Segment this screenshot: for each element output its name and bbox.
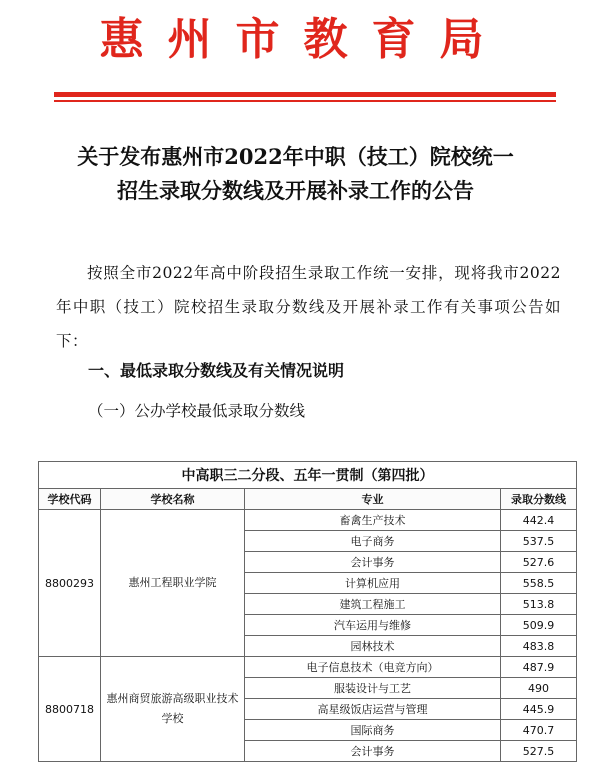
major-name: 电子信息技术（电竞方向） <box>245 657 501 678</box>
table-caption: 中高职三二分段、五年一贯制（第四批） <box>39 462 577 489</box>
header-rule-thick <box>54 92 556 97</box>
major-name: 电子商务 <box>245 531 501 552</box>
min-score: 527.5 <box>501 741 577 762</box>
document-title-line-1: 关于发布惠州市2022年中职（技工）院校统一 <box>77 144 514 169</box>
document-title-line-2: 招生录取分数线及开展补录工作的公告 <box>117 178 474 203</box>
school-name: 惠州工程职业学院 <box>101 510 245 657</box>
school-code: 8800293 <box>39 510 101 657</box>
school-name: 惠州商贸旅游高级职业技术学校 <box>101 657 245 762</box>
major-name: 计算机应用 <box>245 573 501 594</box>
major-name: 服装设计与工艺 <box>245 678 501 699</box>
intro-paragraph: 按照全市2022年高中阶段招生录取工作统一安排，现将我市2022年中职（技工）院校招生录取分数线及开展补录工作有关事项公告如下： <box>56 264 561 350</box>
column-header-score: 录取分数线 <box>501 489 577 510</box>
major-name: 园林技术 <box>245 636 501 657</box>
header-rule-thin <box>54 100 556 102</box>
major-name: 建筑工程施工 <box>245 594 501 615</box>
subsection-heading: （一）公办学校最低录取分数线 <box>88 402 306 420</box>
major-name: 会计事务 <box>245 741 501 762</box>
table-row <box>39 510 577 531</box>
document-title <box>40 140 551 208</box>
min-score: 442.4 <box>501 510 577 531</box>
section-heading: 一、最低录取分数线及有关情况说明 <box>88 361 345 380</box>
min-score: 487.9 <box>501 657 577 678</box>
table-row <box>39 657 577 678</box>
column-header-code: 学校代码 <box>39 489 101 510</box>
major-name: 会计事务 <box>245 552 501 573</box>
min-score: 445.9 <box>501 699 577 720</box>
column-header-name: 学校名称 <box>101 489 245 510</box>
major-name: 汽车运用与维修 <box>245 615 501 636</box>
major-name: 高星级饭店运营与管理 <box>245 699 501 720</box>
admission-score-table <box>38 461 577 762</box>
min-score: 527.6 <box>501 552 577 573</box>
min-score: 490 <box>501 678 577 699</box>
min-score: 483.8 <box>501 636 577 657</box>
min-score: 509.9 <box>501 615 577 636</box>
school-code: 8800718 <box>39 657 101 762</box>
min-score: 537.5 <box>501 531 577 552</box>
min-score: 470.7 <box>501 720 577 741</box>
column-header-major: 专业 <box>245 489 501 510</box>
min-score: 558.5 <box>501 573 577 594</box>
major-name: 国际商务 <box>245 720 501 741</box>
min-score: 513.8 <box>501 594 577 615</box>
issuing-authority-header: 惠州市教育局 <box>99 14 508 65</box>
major-name: 畜禽生产技术 <box>245 510 501 531</box>
